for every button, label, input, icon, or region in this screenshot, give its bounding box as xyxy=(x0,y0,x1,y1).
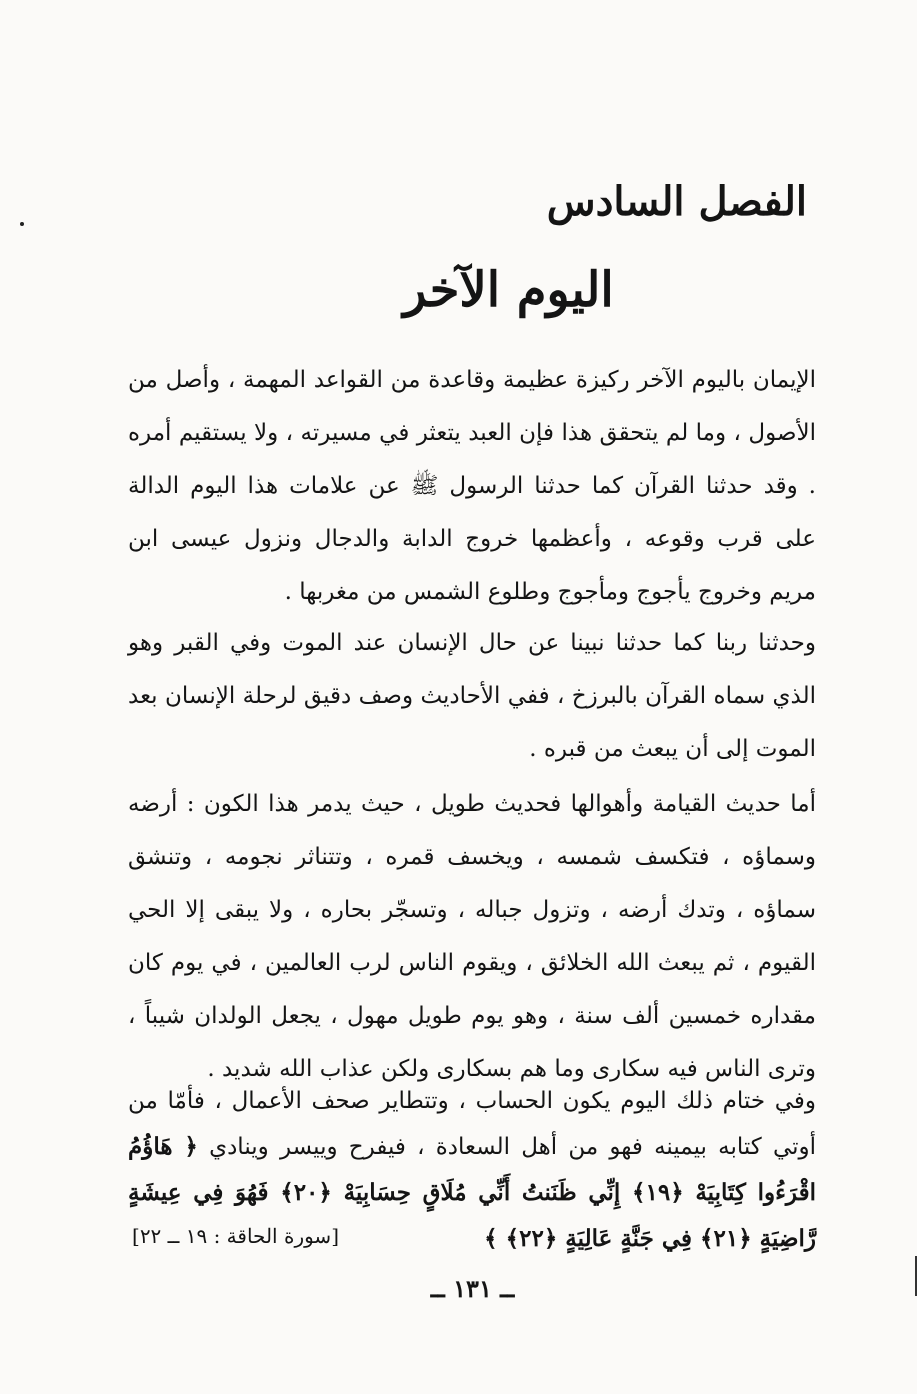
paragraph-4-text: وفي ختام ذلك اليوم يكون الحساب ، وتتطاير صحف الأعمال ، فأمّا من أوتي كتابه بيمينه فهو من أهل السعادة ، فيفرح وييسر وينادي xyxy=(128,1088,817,1160)
verse-citation: [سورة الحاقة : ١٩ ــ ٢٢] xyxy=(132,1224,339,1248)
paragraph-3: أما حديث القيامة وأهوالها فحديث طويل ، حيث يدمر هذا الكون : أرضه وسماؤه ، فتكسف شمسه ، ويخسف قمره ، وتتناثر نجومه ، وتنشق سماؤه ، وتدك أرضه ، وتزول جباله ، وتسجّر بحاره ، ولا يبقى إلا الحي القيوم ، ثم يبعث الله الخلائق ، ويقوم الناس لرب العالمين ، في يوم كان مقداره خمسين ألف سنة ، وهو يوم طويل مهول ، يجعل الولدان شيباً ، وترى الناس فيه سكارى وما هم بسكارى ولكن عذاب الله شديد . xyxy=(128,791,816,1082)
page-title: اليوم الآخر xyxy=(403,262,614,318)
paragraph-1: الإيمان باليوم الآخر ركيزة عظيمة وقاعدة من القواعد المهمة ، وأصل من الأصول ، وما لم يتحقق هذا فإن العبد يتعثر في مسيرته ، ولا يستقيم أمره . وقد حدثنا القرآن كما حدثنا الرسول ﷺ عن علامات هذا اليوم الدالة على قرب وقوعه ، وأعظمها خروج الدابة والدجال ونزول عيسى ابن مريم وخروج يأجوج ومأجوج وطلوع الشمس من مغربها . xyxy=(128,367,816,605)
paragraph-2: وحدثنا ربنا كما حدثنا نبينا عن حال الإنسان عند الموت وفي القبر وهو الذي سماه القرآن بالبرزخ ، ففي الأحاديث وصف دقيق لرحلة الإنسان بعد الموت إلى أن يبعث من قبره . xyxy=(128,630,816,762)
ink-dot xyxy=(20,222,24,226)
quran-verse: ﴿ هَاؤُمُ اقْرَءُوا كِتَابِيَهْ ﴿١٩﴾ إِنِّي ظَنَنتُ أَنِّي مُلَاقٍ حِسَابِيَهْ ﴿٢٠﴾ فَهُوَ فِي عِيشَةٍ رَّاضِيَةٍ ﴿٢١﴾ فِي جَنَّةٍ عَالِيَةٍ ﴿٢٢﴾ ﴾ xyxy=(128,1133,816,1252)
page-number: ــ ١٣١ ــ xyxy=(430,1274,515,1303)
chapter-heading: الفصل السادس xyxy=(546,178,807,225)
